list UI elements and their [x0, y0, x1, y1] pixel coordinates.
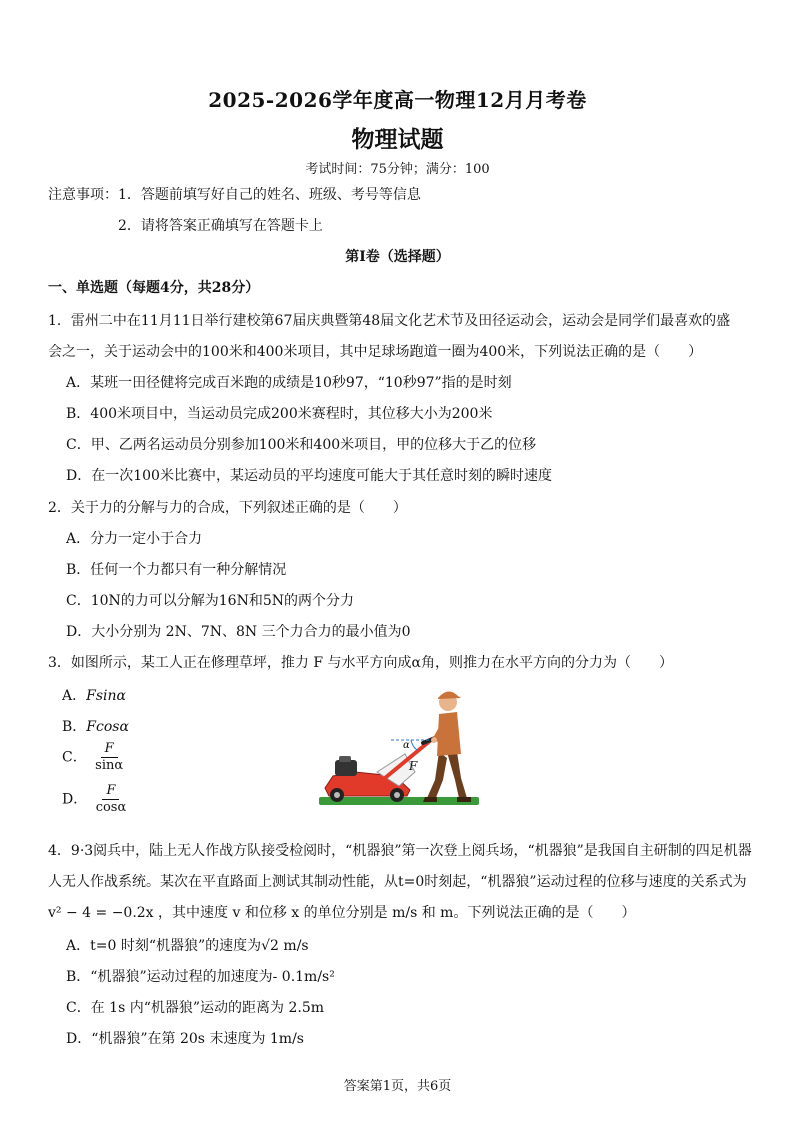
worker-shoe-front — [457, 797, 471, 802]
section1-title: 一、单选题（每题4分，共28分） — [48, 280, 260, 296]
q2-option-b: B．任何一个力都只有一种分解情况 — [66, 562, 287, 578]
q4-option-d: D．“机器狼”在第 20s 末速度为 1m/s — [66, 1031, 304, 1047]
q2-option-c: C．10N的力可以分解为16N和5N的两个分力 — [66, 593, 354, 609]
worker-shoe-back — [423, 797, 437, 802]
q3-option-d-denominator: cosα — [95, 800, 127, 815]
q3-option-d-label: D． — [62, 791, 88, 808]
worker-hand — [431, 737, 437, 743]
q3-option-d — [62, 783, 130, 816]
q1-stem-line1: 1．雷州二中在11月11日举行建校第67届庆典暨第48届文化艺术节及田径运动会，运动会是同学们最喜欢的盛 — [48, 313, 731, 329]
q3-option-d-numerator: F — [102, 783, 119, 800]
q3-option-c-denominator: sinα — [95, 758, 124, 773]
angle-arc — [411, 740, 417, 750]
page-footer: 答案第1页，共6页 — [343, 1079, 452, 1094]
q3-option-a-label: A． — [62, 688, 87, 704]
worker-leg-front — [447, 752, 467, 798]
q1-option-c: C．甲、乙两名运动员分别参加100米和400米项目，甲的位移大于乙的位移 — [66, 437, 537, 453]
exam-meta: 考试时间：75分钟；满分：100 — [305, 162, 490, 177]
q4-option-b: B．“机器狼”运动过程的加速度为- 0.1m/s² — [66, 969, 335, 985]
q3-option-a — [62, 685, 126, 705]
mower-wheel-rear-hub — [394, 792, 400, 798]
mower-wheel-front-hub — [334, 792, 340, 798]
q3-option-d-fraction — [92, 783, 131, 816]
q3-option-b-text: Fcosα — [86, 719, 129, 735]
exam-title: 2025-2026学年度高一物理12月月考卷 — [208, 88, 587, 112]
q4-stem-line1: 4．9·3阅兵中，陆上无人作战方队接受检阅时，“机器狼”第一次登上阅兵场，“机器狼”是我国自主研制的四足机器 — [48, 843, 752, 859]
mower-engine-cap — [339, 756, 351, 762]
q3-option-c-label: C． — [62, 749, 87, 766]
q3-option-c — [62, 741, 127, 774]
lawn-mower-figure — [315, 680, 485, 810]
q1-option-d: D．在一次100米比赛中，某运动员的平均速度可能大于其任意时刻的瞬时速度 — [66, 468, 552, 484]
q3-option-a-text: Fsinα — [86, 688, 126, 704]
q4-option-c: C．在 1s 内“机器狼”运动的距离为 2.5m — [66, 1000, 325, 1016]
notice-block — [48, 184, 421, 204]
q1-stem-line2: 会之一，关于运动会中的100米和400米项目，其中足球场跑道一圈为400米，下列说法正确的是（ ） — [48, 344, 703, 360]
notice-item-2: 2．请将答案正确填写在答题卡上 — [118, 218, 323, 234]
q2-option-a: A．分力一定小于合力 — [66, 531, 203, 547]
q4-option-a: A．t=0 时刻“机器狼”的速度为√2 m/s — [66, 938, 309, 954]
mower-engine — [335, 760, 357, 776]
figure-force-label: F — [409, 759, 418, 773]
q1-option-b: B．400米项目中，当运动员完成200米赛程时，其位移大小为200米 — [66, 406, 493, 422]
q2-option-d: D．大小分别为 2N、7N、8N 三个力合力的最小值为0 — [66, 624, 411, 640]
notice-label: 注意事项： — [48, 187, 118, 203]
q4-stem-line2: 人无人作战系统。某次在平直路面上测试其制动性能，从t=0时刻起，“机器狼”运动过程的位移与速度的关系式为 — [48, 874, 747, 890]
q2-stem: 2．关于力的分解与力的合成，下列叙述正确的是（ ） — [48, 500, 407, 516]
notice-item-1: 1．答题前填写好自己的姓名、班级、考号等信息 — [118, 187, 421, 203]
figure-alpha-label: α — [403, 740, 410, 751]
q3-option-c-fraction — [91, 741, 127, 774]
q4-stem-line3: v² − 4 = −0.2x ，其中速度 v 和位移 x 的单位分别是 m/s 和 m。下列说法正确的是（ ） — [48, 905, 636, 921]
subject-title: 物理试题 — [351, 127, 444, 153]
q3-option-b-label: B． — [62, 719, 87, 735]
q3-stem: 3．如图所示，某工人正在修理草坪，推力 F 与水平方向成α角，则推力在水平方向的分力为（ ） — [48, 655, 673, 671]
q3-option-b — [62, 716, 129, 736]
q1-option-a: A．某班一田径健将完成百米跑的成绩是10秒97，“10秒97”指的是时刻 — [66, 375, 512, 391]
part1-title: 第Ⅰ卷（选择题） — [345, 249, 450, 265]
worker-leg-back — [427, 752, 447, 800]
q3-option-c-numerator: F — [101, 741, 118, 758]
worker-cap — [438, 691, 461, 699]
